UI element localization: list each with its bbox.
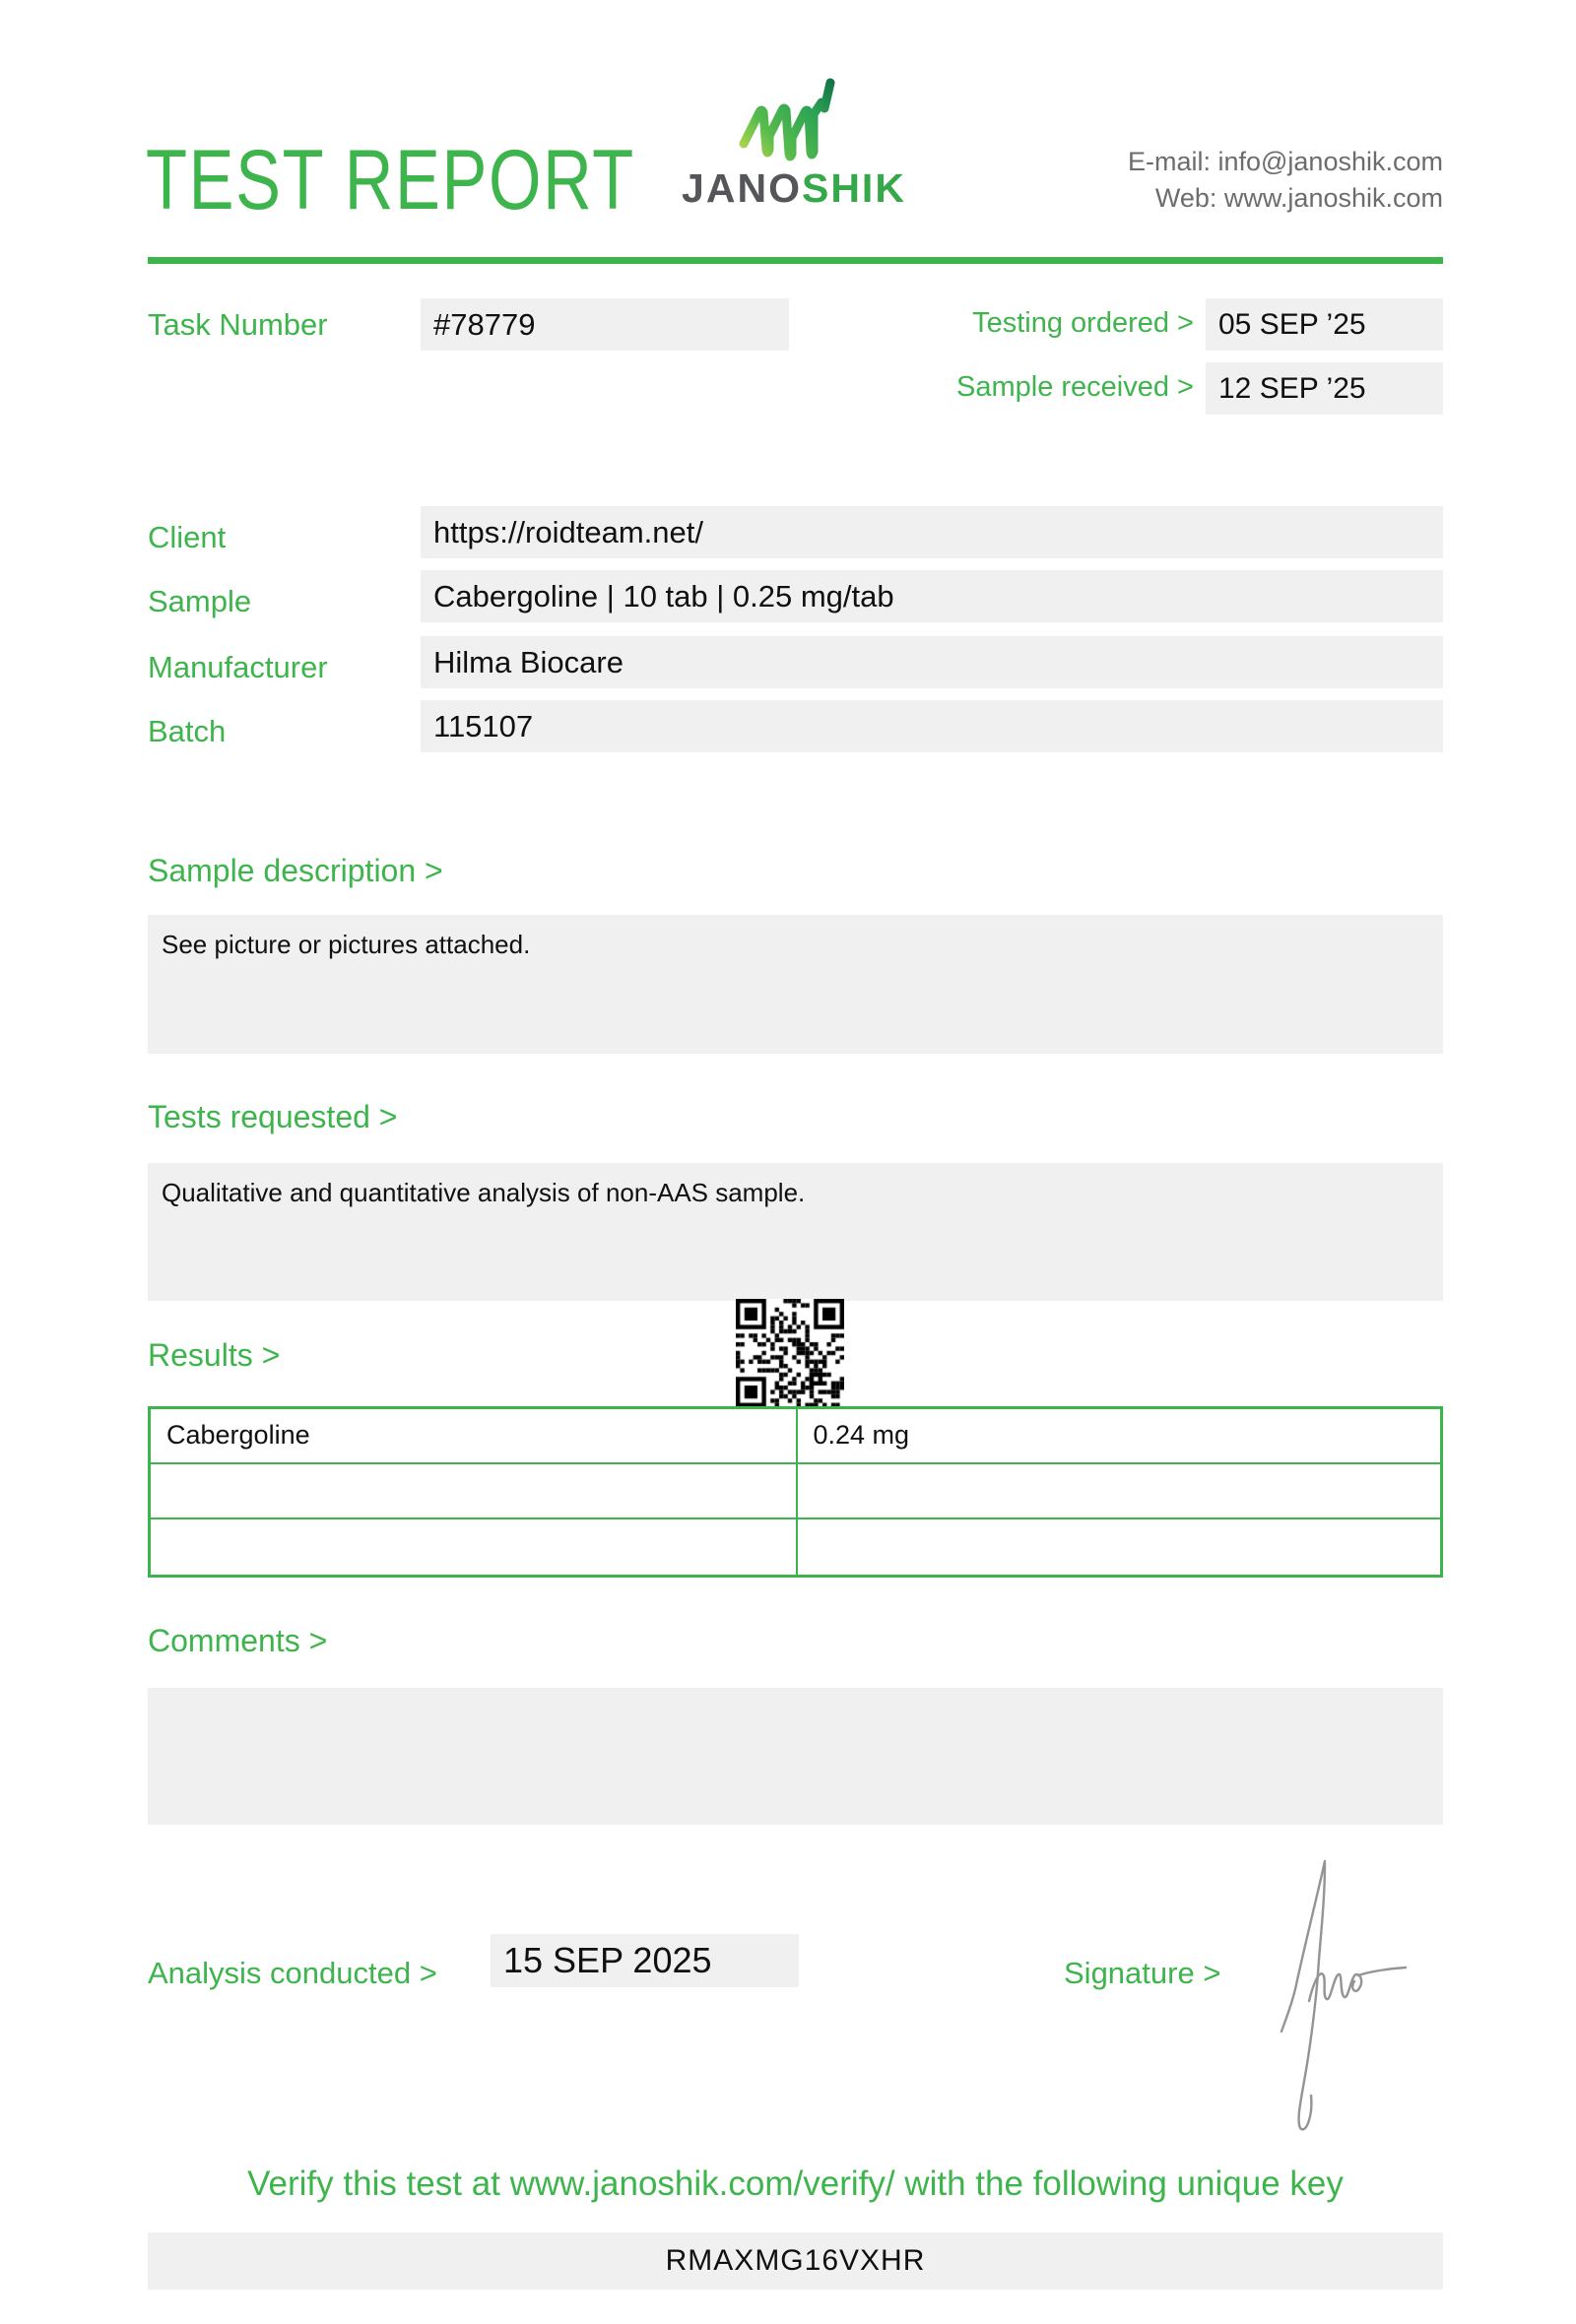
tests-requested-box: Qualitative and quantitative analysis of non-AAS sample. (148, 1163, 1443, 1301)
analysis-conducted-label: Analysis conducted > (148, 1956, 437, 1990)
task-number-value: #78779 (421, 298, 789, 351)
signature-image (1274, 1851, 1416, 2147)
sample-label: Sample (148, 584, 252, 618)
batch-label: Batch (148, 714, 227, 748)
testing-ordered-label: Testing ordered > (972, 307, 1194, 339)
results-table (148, 1406, 1443, 1578)
task-number-label: Task Number (148, 307, 328, 342)
batch-value: 115107 (421, 700, 1443, 752)
result-substance: Cabergoline (166, 1420, 310, 1450)
result-amount: 0.24 mg (796, 1409, 1441, 1462)
client-label: Client (148, 520, 227, 554)
wordmark-dark-part: JANO (682, 165, 802, 211)
client-value: https://roidteam.net/ (421, 506, 1443, 558)
table-row (151, 1519, 1440, 1575)
manufacturer-label: Manufacturer (148, 650, 328, 684)
sample-value: Cabergoline | 10 tab | 0.25 mg/tab (421, 570, 1443, 622)
table-row (151, 1409, 1440, 1464)
sample-received-label: Sample received > (956, 371, 1194, 403)
table-row (151, 1464, 1440, 1519)
sample-description-box: See picture or pictures attached. (148, 915, 1443, 1054)
result-substance (151, 1519, 796, 1575)
signature-label: Signature > (1064, 1956, 1221, 1990)
tests-requested-heading: Tests requested > (148, 1099, 398, 1134)
result-amount (796, 1519, 1441, 1575)
results-heading: Results > (148, 1337, 281, 1373)
testing-ordered-value: 05 SEP ’25 (1206, 298, 1443, 351)
contact-block (1128, 144, 1443, 217)
sample-received-value: 12 SEP ’25 (1206, 362, 1443, 415)
manufacturer-value: Hilma Biocare (421, 636, 1443, 688)
contact-web: Web: www.janoshik.com (1154, 183, 1443, 213)
janoshik-chart-icon (737, 75, 835, 170)
result-substance (151, 1464, 796, 1517)
comments-heading: Comments > (148, 1623, 328, 1658)
unique-key-value: RMAXMG16VXHR (148, 2232, 1443, 2290)
contact-email: E-mail: info@janoshik.com (1127, 147, 1443, 176)
verify-instruction: Verify this test at www.janoshik.com/verify/ with the following unique key (247, 2164, 1344, 2203)
sample-description-heading: Sample description > (148, 853, 443, 888)
page-title: TEST REPORT (146, 133, 635, 227)
header-divider (148, 257, 1443, 264)
wordmark-green-part: SHIK (801, 165, 906, 211)
qr-code (736, 1299, 844, 1407)
janoshik-wordmark (678, 165, 910, 212)
result-amount (796, 1464, 1441, 1517)
comments-box (148, 1688, 1443, 1825)
analysis-conducted-date: 15 SEP 2025 (491, 1934, 799, 1987)
